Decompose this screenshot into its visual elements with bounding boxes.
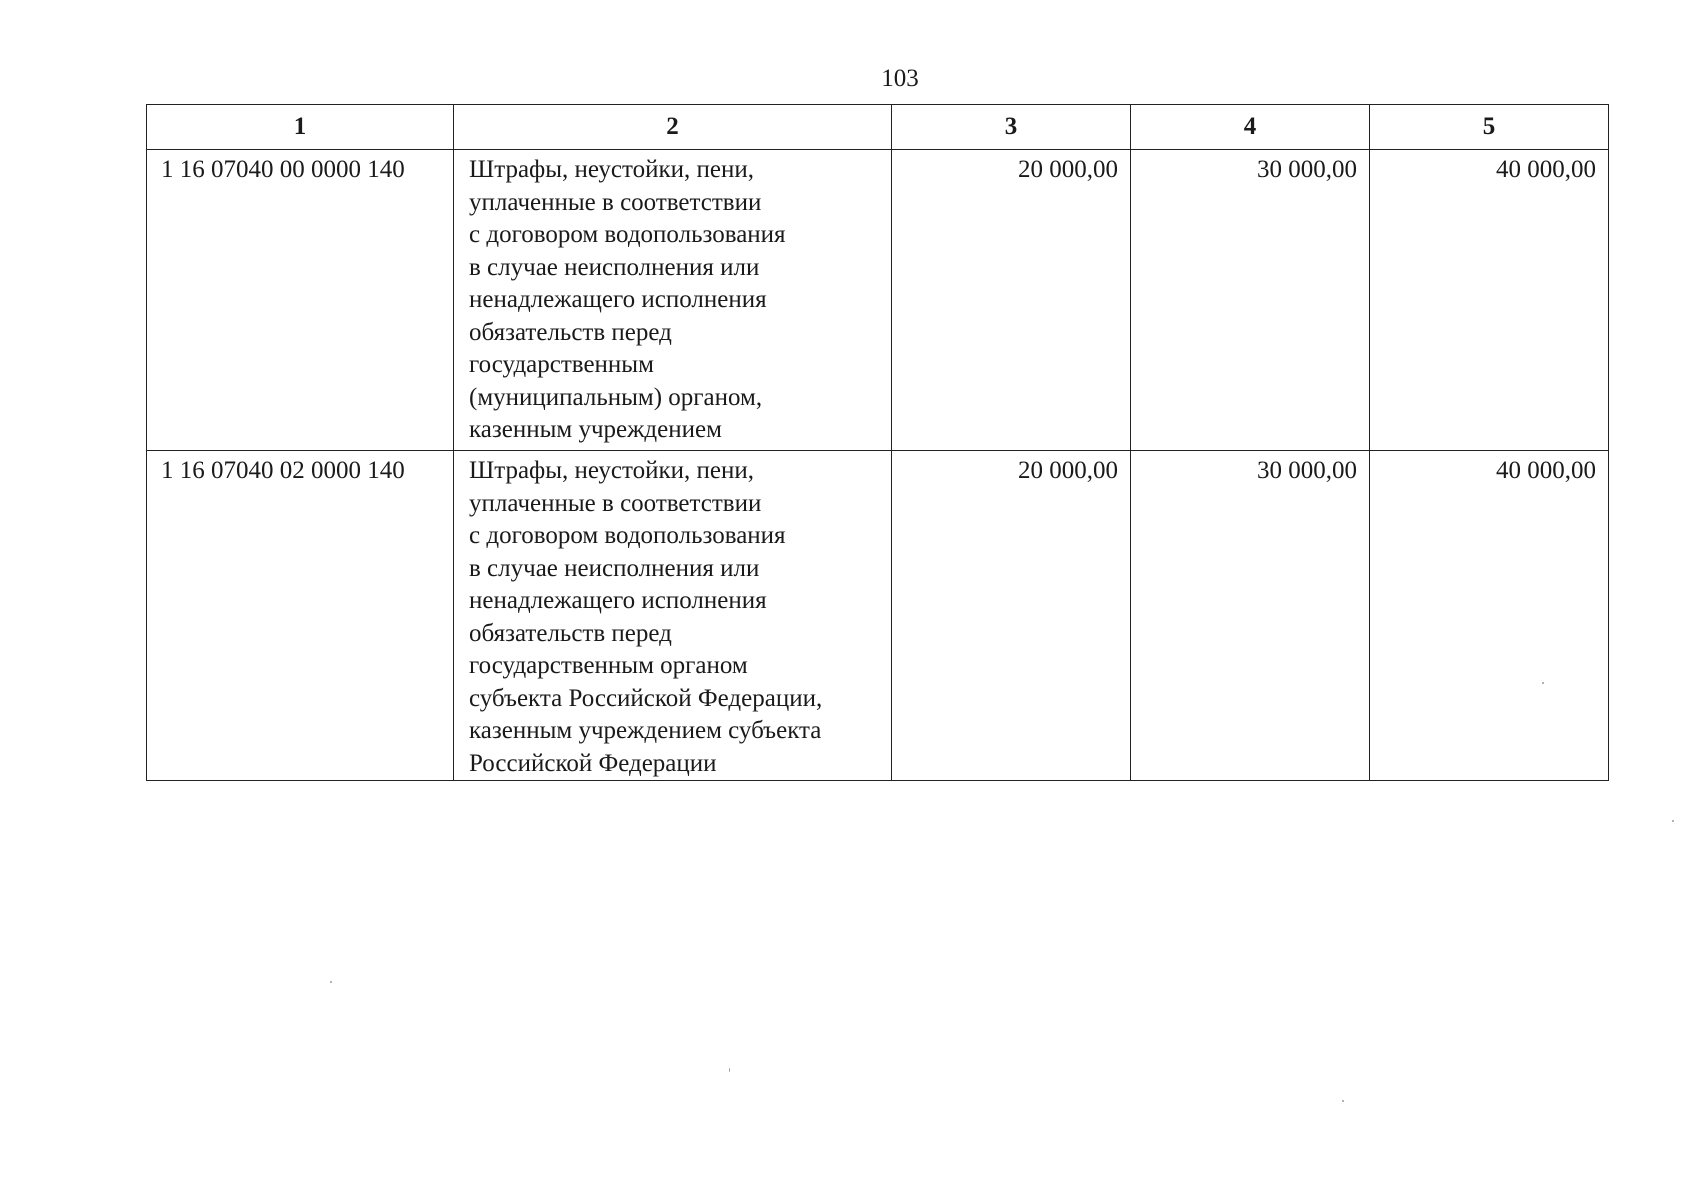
name-line: с договором водопользования <box>469 522 786 549</box>
header-row <box>147 105 1609 150</box>
table-row <box>147 150 1609 451</box>
name-line: в случае неисполнения или <box>469 253 760 281</box>
table-row <box>147 451 1609 781</box>
name-line: казенным учреждением <box>469 416 722 443</box>
scan-speck <box>330 981 332 983</box>
amount-col-3-cell: 20 000,00 <box>892 150 1131 451</box>
budget-table <box>146 104 1609 781</box>
name-line: Штрафы, неустойки, пени, <box>469 156 754 183</box>
page-number: 103 <box>881 65 919 92</box>
name-line: ненадлежащего исполнения <box>469 587 767 614</box>
amount-col-4-cell: 30 000,00 <box>1131 451 1370 781</box>
name-line: казенным учреждением субъекта <box>469 717 822 744</box>
header-col-4: 4 <box>1131 105 1370 150</box>
amount-col-5-cell: 40 000,00 <box>1370 150 1609 451</box>
name-line: (муниципальным) органом, <box>469 383 763 411</box>
header-col-5: 5 <box>1370 105 1609 150</box>
name-line: Штрафы, неустойки, пени, <box>469 457 754 484</box>
header-col-3: 3 <box>892 105 1131 150</box>
name-line: обязательств перед <box>469 619 672 647</box>
name-line: уплаченные в соответствии <box>469 489 762 517</box>
amount-col-3-cell: 20 000,00 <box>892 451 1131 781</box>
name-line: обязательств перед <box>469 318 672 346</box>
scan-speck <box>1342 1100 1344 1102</box>
name-line: ненадлежащего исполнения <box>469 286 767 313</box>
revenue-name-cell <box>454 451 892 781</box>
revenue-name-cell <box>454 150 892 451</box>
name-line: субъекта Российской Федерации, <box>469 684 823 712</box>
revenue-code-cell: 1 16 07040 02 0000 140 <box>147 451 454 781</box>
amount-col-4-cell: 30 000,00 <box>1131 150 1370 451</box>
header-col-1: 1 <box>147 105 454 150</box>
scan-speck <box>1672 820 1674 822</box>
name-line: Российской Федерации <box>469 749 717 777</box>
name-line: государственным <box>469 351 654 378</box>
amount-col-5-cell: 40 000,00 <box>1370 451 1609 781</box>
scan-speck <box>729 1068 730 1072</box>
name-line: с договором водопользования <box>469 221 786 248</box>
revenue-code-cell: 1 16 07040 00 0000 140 <box>147 150 454 451</box>
name-line: государственным органом <box>469 652 748 679</box>
name-line: уплаченные в соответствии <box>469 188 762 216</box>
name-line: в случае неисполнения или <box>469 554 760 582</box>
header-col-2: 2 <box>454 105 892 150</box>
scan-speck <box>1542 682 1544 684</box>
